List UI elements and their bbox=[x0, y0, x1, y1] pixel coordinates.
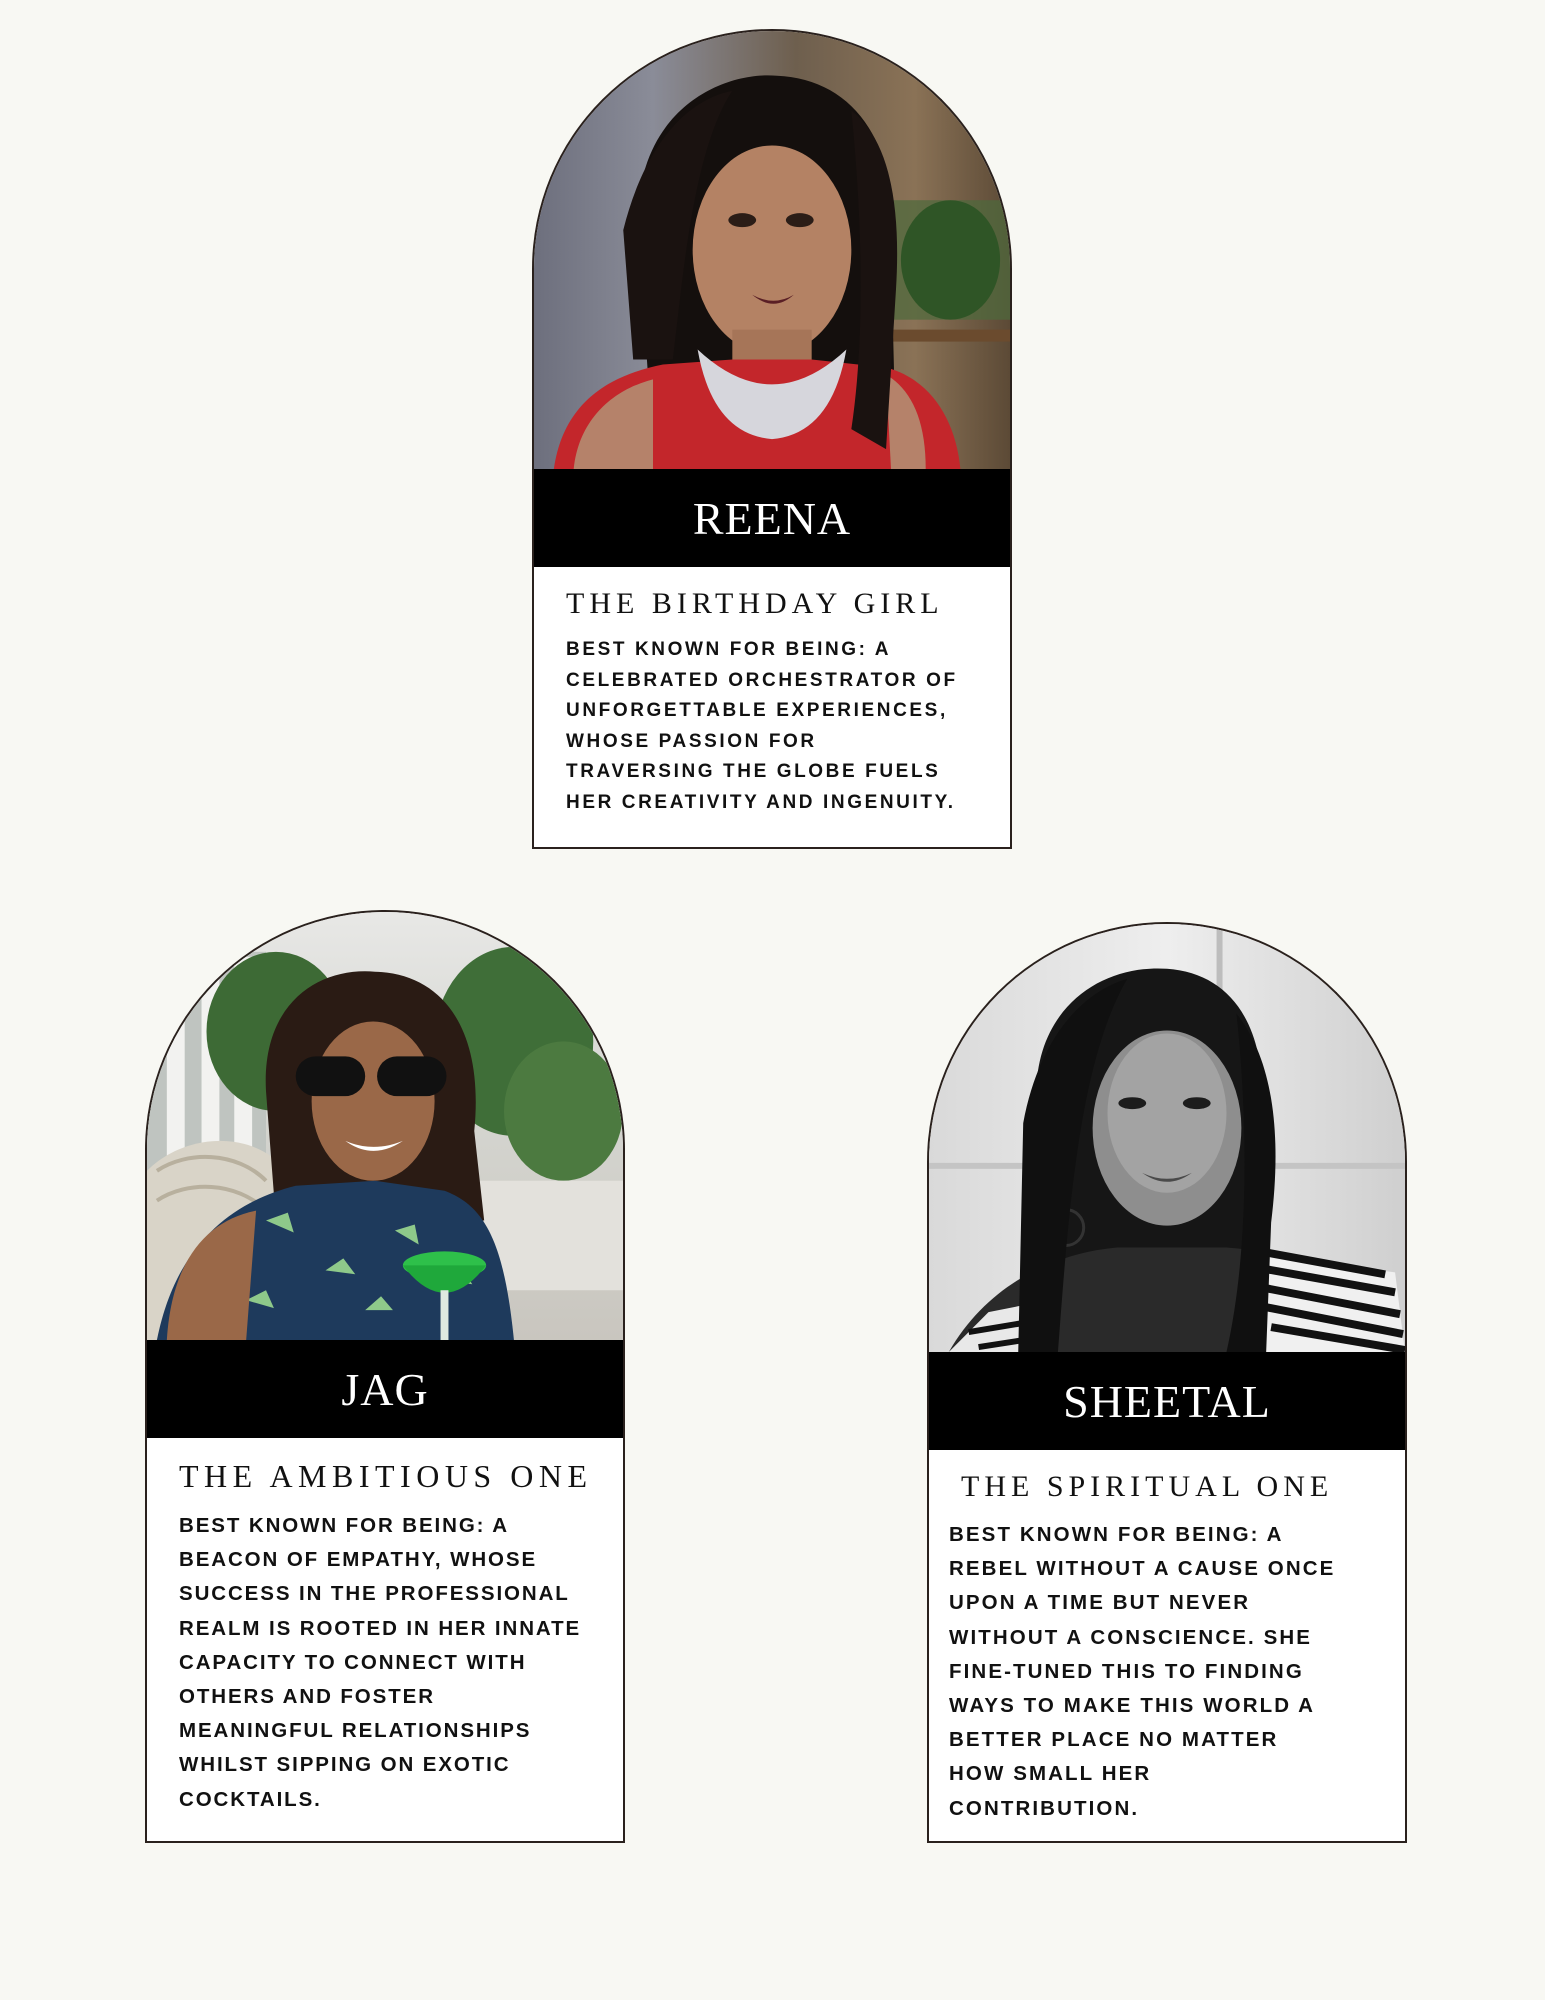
jag-body-line: BEST KNOWN FOR BEING: A bbox=[179, 1514, 509, 1537]
reena-body-line: UNFORGETTABLE EXPERIENCES, bbox=[566, 700, 948, 722]
reena-description bbox=[532, 567, 1012, 849]
profile-card-jag bbox=[145, 910, 625, 1843]
reena-name: REENA bbox=[532, 469, 1012, 567]
jag-subtitle: THE AMBITIOUS ONE bbox=[179, 1458, 593, 1494]
sheetal-body-line: HOW SMALL HER bbox=[949, 1762, 1152, 1786]
reena-body-line: WHOSE PASSION FOR bbox=[566, 730, 817, 752]
reena-body-line: TRAVERSING THE GLOBE FUELS bbox=[566, 761, 941, 783]
sheetal-description bbox=[927, 1450, 1407, 1843]
jag-name: JAG bbox=[145, 1340, 625, 1438]
sheetal-photo bbox=[927, 922, 1407, 1352]
jag-body-line: CAPACITY TO CONNECT WITH bbox=[179, 1650, 527, 1674]
jag-body-line: MEANINGFUL RELATIONSHIPS bbox=[179, 1719, 532, 1743]
jag-body-line: WHILST SIPPING ON EXOTIC bbox=[179, 1753, 511, 1777]
sheetal-body-line: CONTRIBUTION. bbox=[949, 1796, 1140, 1820]
sheetal-body-line: BEST KNOWN FOR BEING: A bbox=[949, 1523, 1284, 1546]
reena-body-line: HER CREATIVITY AND INGENUITY. bbox=[566, 791, 956, 813]
sheetal-body-line: WITHOUT A CONSCIENCE. SHE bbox=[949, 1625, 1313, 1649]
reena-body-line: CELEBRATED ORCHESTRATOR OF bbox=[566, 669, 958, 691]
sheetal-subtitle: THE SPIRITUAL ONE bbox=[961, 1470, 1334, 1503]
reena-photo bbox=[532, 29, 1012, 469]
sheetal-name: SHEETAL bbox=[927, 1352, 1407, 1450]
jag-body-line: REALM IS ROOTED IN HER INNATE bbox=[179, 1616, 582, 1640]
sheetal-body-line: FINE-TUNED THIS TO FINDING bbox=[949, 1659, 1304, 1683]
profile-card-reena bbox=[532, 29, 1012, 849]
sheetal-body-line: WAYS TO MAKE THIS WORLD A bbox=[949, 1694, 1316, 1718]
jag-body-line: COCKTAILS. bbox=[179, 1787, 322, 1811]
sheetal-body-line: REBEL WITHOUT A CAUSE ONCE bbox=[949, 1557, 1336, 1581]
sheetal-body-line: BETTER PLACE NO MATTER bbox=[949, 1728, 1279, 1752]
reena-subtitle: THE BIRTHDAY GIRL bbox=[566, 587, 944, 620]
jag-body-line: BEACON OF EMPATHY, WHOSE bbox=[179, 1548, 538, 1572]
jag-body-line: OTHERS AND FOSTER bbox=[179, 1685, 435, 1709]
sheetal-body-line: UPON A TIME BUT NEVER bbox=[949, 1591, 1251, 1615]
reena-body-line: BEST KNOWN FOR BEING: A bbox=[566, 639, 892, 660]
jag-photo bbox=[145, 910, 625, 1340]
jag-description bbox=[145, 1438, 625, 1843]
profile-card-sheetal bbox=[927, 922, 1407, 1843]
jag-body-line: SUCCESS IN THE PROFESSIONAL bbox=[179, 1582, 570, 1606]
